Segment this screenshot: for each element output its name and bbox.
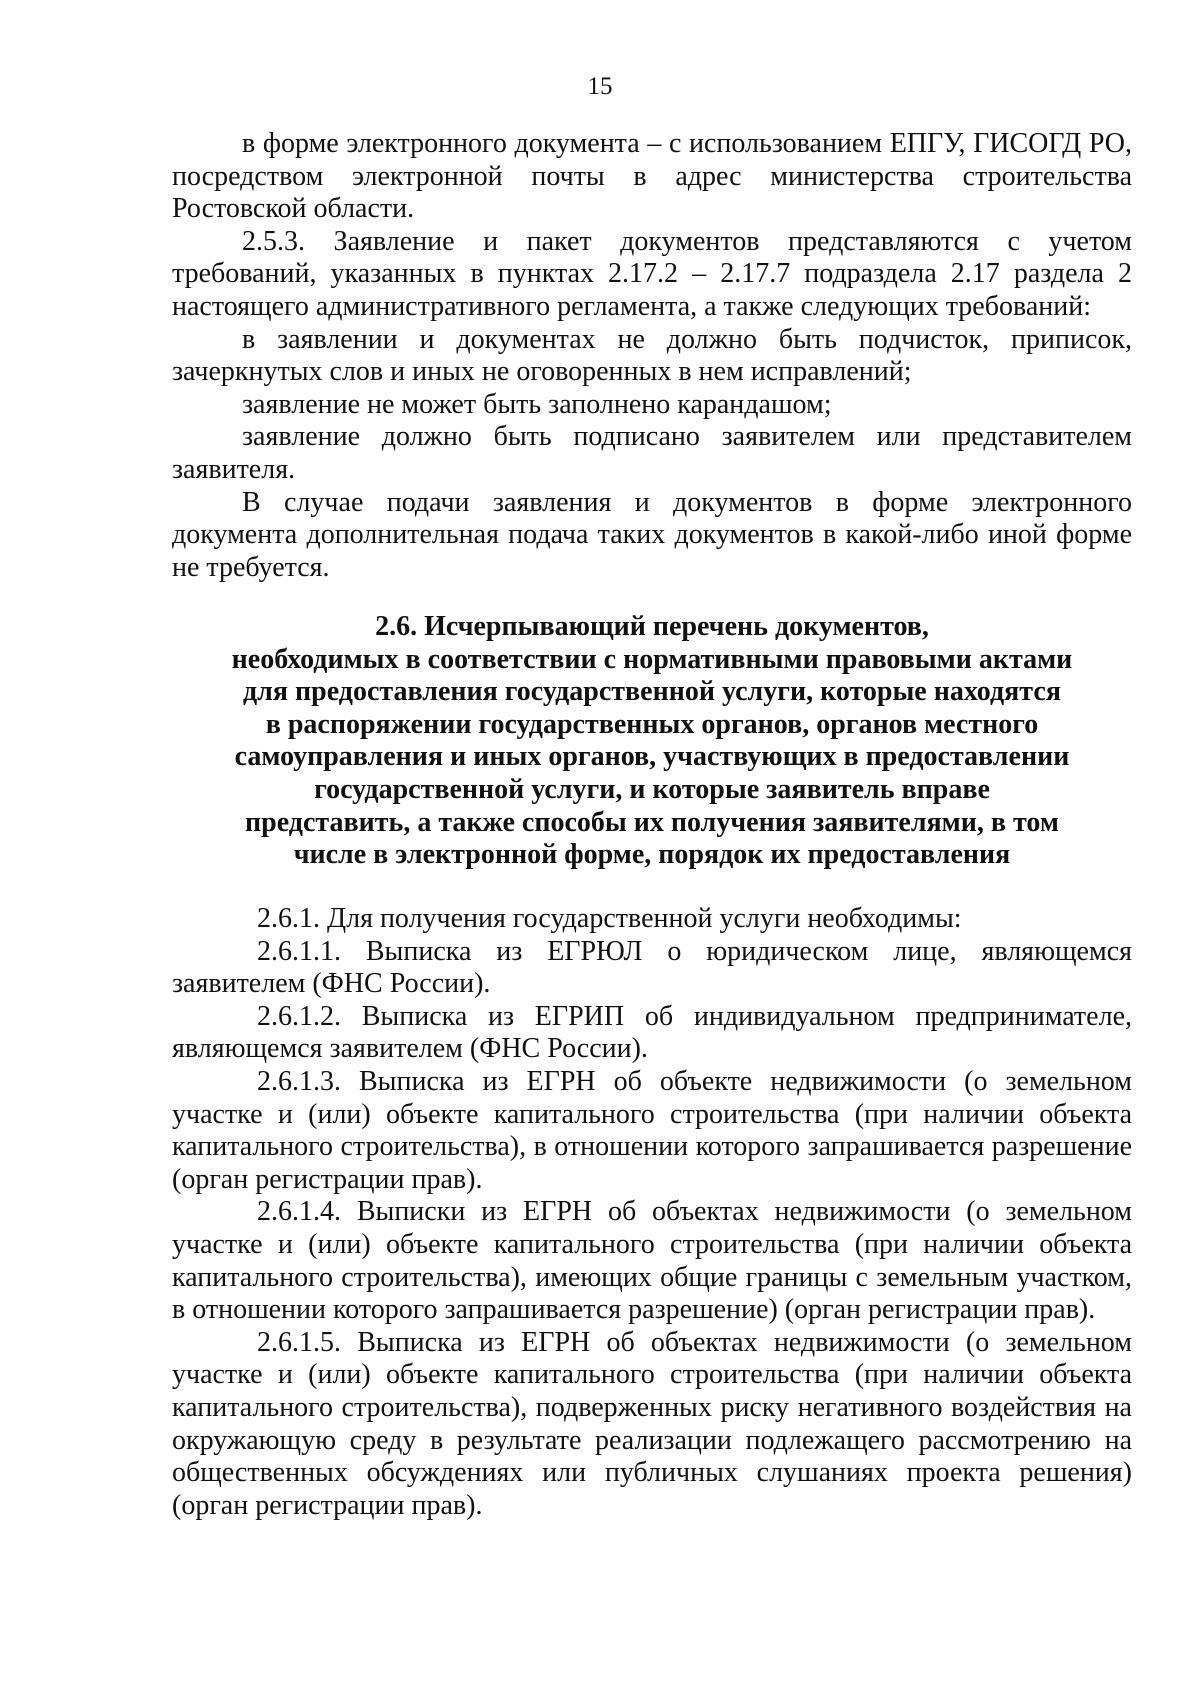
- paragraph-2-6-1-3: 2.6.1.3. Выписка из ЕГРН об объекте недвижимости (о земельном участке и (или) объекте капитального строительства (при наличии объекта капитального строительства), в отношении которого запрашивается разрешение (орган регистрации прав).: [172, 1065, 1132, 1195]
- paragraph-2-5-3: 2.5.3. Заявление и пакет документов представляются с учетом требований, указанных в пунктах 2.17.2 – 2.17.7 подраздела 2.17 раздела 2 настоящего административного регламента, а также следующих требований:: [172, 225, 1132, 322]
- page-number: 15: [587, 73, 613, 100]
- paragraph-2-6-1-5: 2.6.1.5. Выписка из ЕГРН об объектах недвижимости (о земельном участке и (или) объекте капитального строительства (при наличии объекта капитального строительства), подверженных риску негативного воздействия на окружающую среду в результате реализации подлежащего рассмотрению на общественных обсуждениях или публичных слушаниях проекта решения) (орган регистрации прав).: [172, 1326, 1132, 1521]
- heading-line: государственной услуги, и которые заявитель вправе: [314, 773, 990, 805]
- heading-line: необходимых в соответствии с нормативными правовыми актами: [231, 643, 1073, 675]
- section-2-6-text-block: [172, 903, 1132, 1522]
- paragraph-electronic-form: В случае подачи заявления и документов в форме электронного документа дополнительная подача таких документов в какой-либо иной форме не требуется.: [172, 486, 1132, 583]
- heading-line: в распоряжении государственных органов, органов местного: [265, 708, 1039, 740]
- paragraph-no-pencil: заявление не может быть заполнено карандашом;: [242, 388, 832, 420]
- heading-line: представить, а также способы их получения заявителями, в том: [245, 806, 1059, 838]
- paragraph-2-6-1-4: 2.6.1.4. Выписки из ЕГРН об объектах недвижимости (о земельном участке и (или) объекте капитального строительства (при наличии объекта капитального строительства), имеющих общие границы с земельным участком, в отношении которого запрашивается разрешение) (орган регистрации прав).: [172, 1196, 1132, 1326]
- paragraph-no-corrections: в заявлении и документах не должно быть подчисток, приписок, зачеркнутых слов и иных не оговоренных в нем исправлений;: [172, 323, 1132, 388]
- heading-line: самоуправления и иных органов, участвующих в предоставлении: [234, 741, 1070, 773]
- heading-line: числе в электронной форме, порядок их предоставления: [293, 839, 1011, 871]
- paragraph-2-6-1-2: 2.6.1.2. Выписка из ЕГРИП об индивидуальном предпринимателе, являющемся заявителем (ФНС России).: [172, 1000, 1132, 1065]
- section-heading-2-6: [172, 611, 1132, 872]
- intro-text-block: [172, 128, 1132, 584]
- paragraph-2-6-1: 2.6.1. Для получения государственной услуги необходимы:: [257, 903, 962, 934]
- heading-line: для предоставления государственной услуги, которые находятся: [243, 676, 1061, 708]
- paragraph-submission-form: в форме электронного документа – с использованием ЕПГУ, ГИСОГД РО, посредством электронной почты в адрес министерства строительства Ростовской области.: [172, 128, 1132, 225]
- paragraph-2-6-1-1: 2.6.1.1. Выписка из ЕГРЮЛ о юридическом лице, являющемся заявителем (ФНС России).: [172, 935, 1132, 1000]
- heading-line: 2.6. Исчерпывающий перечень документов,: [375, 611, 929, 642]
- paragraph-signature: заявление должно быть подписано заявителем или представителем заявителя.: [172, 421, 1132, 485]
